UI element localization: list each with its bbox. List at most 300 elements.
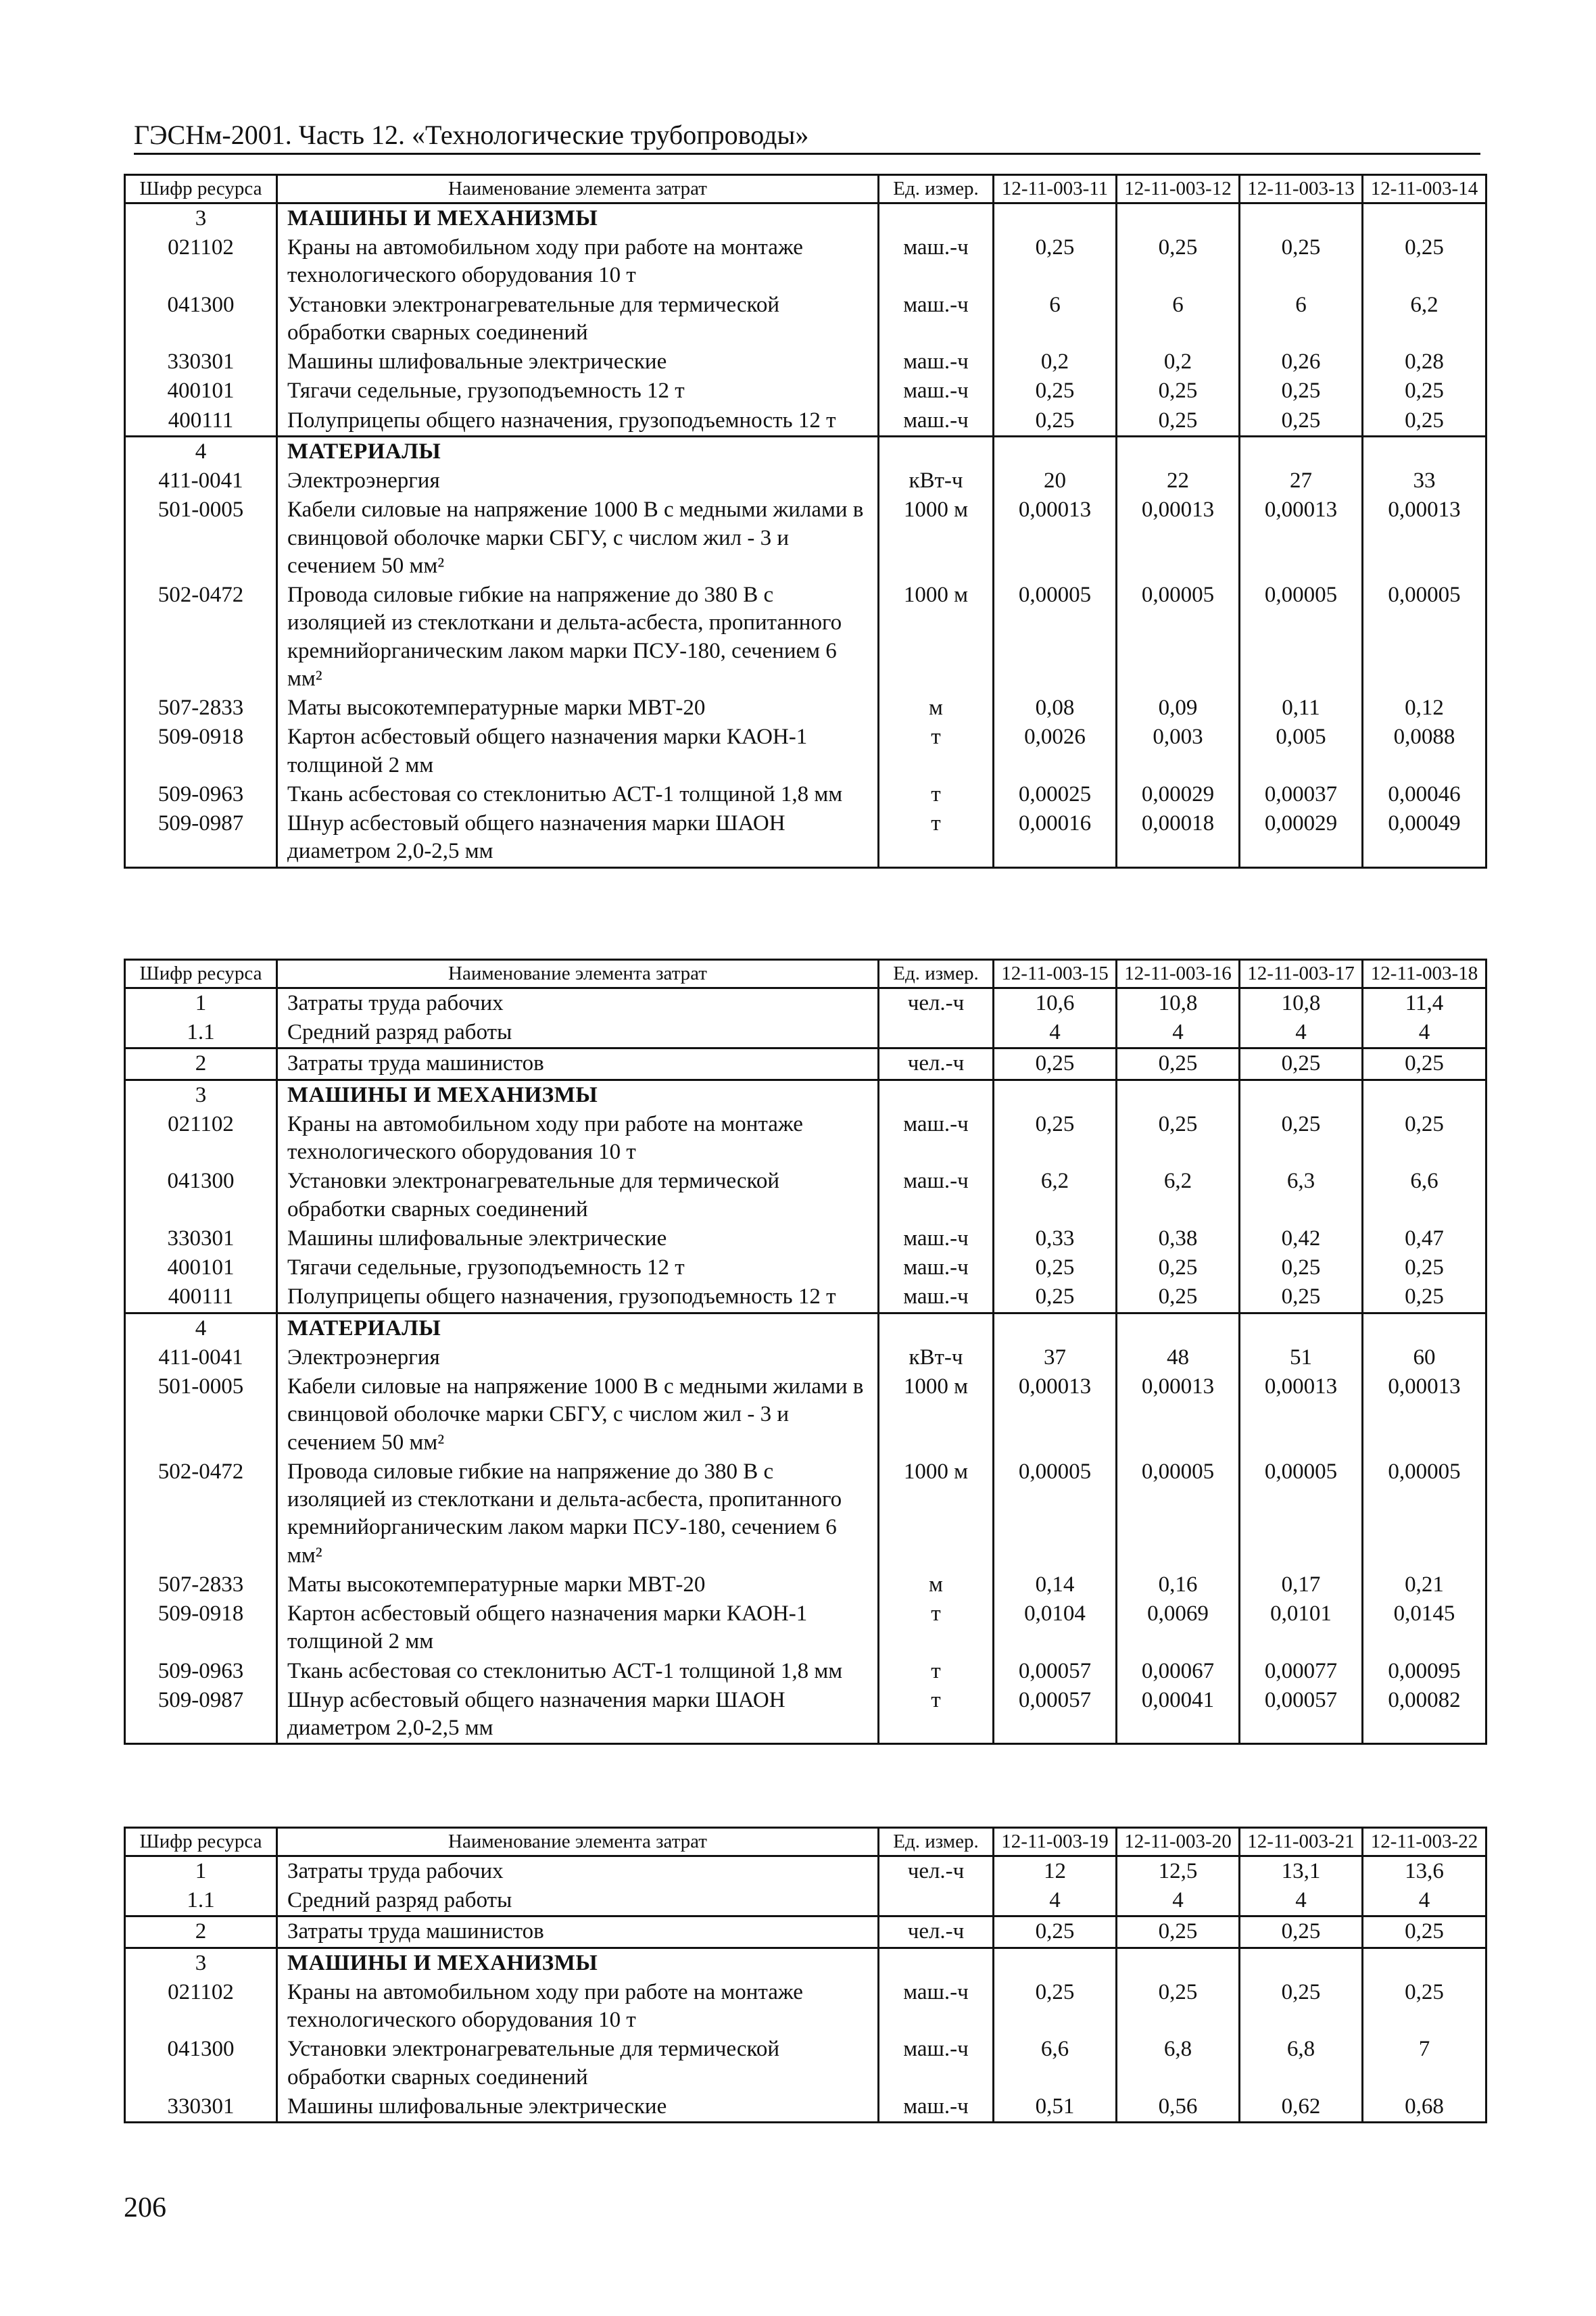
resource-name: Картон асбестовый общего назначения марки КАОН-1 толщиной 2 мм bbox=[277, 1599, 879, 1657]
column-header-norm: 12-11-003-21 bbox=[1240, 1828, 1363, 1856]
norm-value: 37 bbox=[994, 1343, 1117, 1372]
norm-value: 0,0088 bbox=[1363, 723, 1486, 780]
norm-value: 0,16 bbox=[1117, 1570, 1240, 1599]
unit: маш.-ч bbox=[879, 1978, 994, 2035]
norm-value: 0,2 bbox=[994, 347, 1117, 377]
norm-value bbox=[1240, 1948, 1363, 1978]
column-header-norm: 12-11-003-14 bbox=[1363, 175, 1486, 203]
norm-value: 0,00037 bbox=[1240, 780, 1363, 809]
resource-name: Машины шлифовальные электрические bbox=[277, 2092, 879, 2123]
unit: маш.-ч bbox=[879, 1282, 994, 1313]
norm-value: 0,25 bbox=[1363, 1048, 1486, 1080]
unit bbox=[879, 1018, 994, 1048]
section-title: МАТЕРИАЛЫ bbox=[277, 1313, 879, 1343]
table-row bbox=[125, 1343, 1486, 1372]
section-title: МАШИНЫ И МЕХАНИЗМЫ bbox=[277, 1948, 879, 1978]
section-row bbox=[125, 1313, 1486, 1343]
norm-value: 0,62 bbox=[1240, 2092, 1363, 2123]
norm-value: 0,21 bbox=[1363, 1570, 1486, 1599]
unit: маш.-ч bbox=[879, 291, 994, 348]
norm-value: 4 bbox=[1117, 1886, 1240, 1916]
norm-value: 10,8 bbox=[1240, 988, 1363, 1018]
norm-value: 6,2 bbox=[1363, 291, 1486, 348]
norm-value bbox=[1240, 436, 1363, 466]
column-header-code: Шифр ресурса bbox=[125, 960, 277, 988]
norm-value: 0,00029 bbox=[1117, 780, 1240, 809]
unit: чел.-ч bbox=[879, 1856, 994, 1886]
norm-value: 0,25 bbox=[994, 1916, 1117, 1948]
norm-value: 0,25 bbox=[994, 1978, 1117, 2035]
norm-value: 0,00082 bbox=[1363, 1686, 1486, 1744]
norm-value: 0,25 bbox=[1240, 1978, 1363, 2035]
resource-code: 1.1 bbox=[125, 1018, 277, 1048]
unit: 1000 м bbox=[879, 581, 994, 694]
resource-name: Ткань асбестовая со стеклонитью АСТ-1 толщиной 1,8 мм bbox=[277, 1657, 879, 1686]
resource-code: 509-0987 bbox=[125, 1686, 277, 1744]
resource-code: 2 bbox=[125, 1916, 277, 1948]
norm-value: 4 bbox=[1240, 1886, 1363, 1916]
column-header-code: Шифр ресурса bbox=[125, 1828, 277, 1856]
resource-name: Тягачи седельные, грузоподъемность 12 т bbox=[277, 377, 879, 406]
resource-code: 021102 bbox=[125, 1978, 277, 2035]
resource-code: 501-0005 bbox=[125, 496, 277, 581]
norm-value bbox=[1240, 203, 1363, 233]
resource-code: 502-0472 bbox=[125, 581, 277, 694]
unit: кВт-ч bbox=[879, 1343, 994, 1372]
table-row bbox=[125, 1018, 1486, 1048]
norm-value: 0,00005 bbox=[1117, 581, 1240, 694]
norm-value: 0,42 bbox=[1240, 1224, 1363, 1253]
norm-value: 0,25 bbox=[1363, 1978, 1486, 2035]
section-row bbox=[125, 1948, 1486, 1978]
resource-code: 411-0041 bbox=[125, 466, 277, 496]
unit: т bbox=[879, 809, 994, 867]
table-row bbox=[125, 377, 1486, 406]
norm-value: 0,00057 bbox=[994, 1657, 1117, 1686]
table-row bbox=[125, 988, 1486, 1018]
norm-value: 0,00057 bbox=[994, 1686, 1117, 1744]
norm-value: 0,00046 bbox=[1363, 780, 1486, 809]
unit: маш.-ч bbox=[879, 2092, 994, 2123]
unit bbox=[879, 1313, 994, 1343]
norm-value: 4 bbox=[1363, 1018, 1486, 1048]
norm-value bbox=[1363, 1313, 1486, 1343]
resource-code: 509-0963 bbox=[125, 780, 277, 809]
norm-value bbox=[994, 203, 1117, 233]
norm-value bbox=[1117, 1313, 1240, 1343]
unit: т bbox=[879, 1599, 994, 1657]
norm-value: 0,12 bbox=[1363, 694, 1486, 723]
norm-value: 10,8 bbox=[1117, 988, 1240, 1018]
unit: маш.-ч bbox=[879, 1167, 994, 1224]
unit: м bbox=[879, 1570, 994, 1599]
norm-value: 0,25 bbox=[994, 233, 1117, 291]
resource-name: Затраты труда рабочих bbox=[277, 988, 879, 1018]
norm-value: 6,6 bbox=[994, 2035, 1117, 2092]
resource-name: Полуприцепы общего назначения, грузоподъемность 12 т bbox=[277, 406, 879, 437]
column-header-norm: 12-11-003-16 bbox=[1117, 960, 1240, 988]
norm-value: 0,08 bbox=[994, 694, 1117, 723]
norm-value: 12 bbox=[994, 1856, 1117, 1886]
table-row bbox=[125, 1657, 1486, 1686]
resource-code: 041300 bbox=[125, 1167, 277, 1224]
resource-name: Затраты труда машинистов bbox=[277, 1048, 879, 1080]
unit bbox=[879, 1948, 994, 1978]
section-row bbox=[125, 203, 1486, 233]
norm-value: 22 bbox=[1117, 466, 1240, 496]
column-header-unit: Ед. измер. bbox=[879, 1828, 994, 1856]
resource-name: Тягачи седельные, грузоподъемность 12 т bbox=[277, 1253, 879, 1282]
unit: м bbox=[879, 694, 994, 723]
unit: чел.-ч bbox=[879, 1916, 994, 1948]
norm-value: 0,00029 bbox=[1240, 809, 1363, 867]
norm-value: 0,25 bbox=[1117, 1978, 1240, 2035]
norm-value: 0,00005 bbox=[1240, 1457, 1363, 1570]
unit: маш.-ч bbox=[879, 1224, 994, 1253]
norm-value: 4 bbox=[994, 1018, 1117, 1048]
norm-value: 60 bbox=[1363, 1343, 1486, 1372]
resource-code: 509-0918 bbox=[125, 1599, 277, 1657]
norm-value: 27 bbox=[1240, 466, 1363, 496]
norm-value: 0,25 bbox=[994, 1110, 1117, 1167]
resource-code: 330301 bbox=[125, 2092, 277, 2123]
norm-value: 0,17 bbox=[1240, 1570, 1363, 1599]
resource-code: 507-2833 bbox=[125, 694, 277, 723]
norm-value: 12,5 bbox=[1117, 1856, 1240, 1886]
column-header-norm: 12-11-003-15 bbox=[994, 960, 1117, 988]
resource-code: 4 bbox=[125, 1313, 277, 1343]
unit: т bbox=[879, 1657, 994, 1686]
page-number: 206 bbox=[124, 2192, 166, 2223]
table-row bbox=[125, 233, 1486, 291]
column-header-norm: 12-11-003-12 bbox=[1117, 175, 1240, 203]
resource-name: Установки электронагревательные для термической обработки сварных соединений bbox=[277, 1167, 879, 1224]
norm-value: 0,00005 bbox=[1240, 581, 1363, 694]
column-header-unit: Ед. измер. bbox=[879, 960, 994, 988]
resource-code: 509-0987 bbox=[125, 809, 277, 867]
section-row bbox=[125, 1080, 1486, 1110]
resource-code: 2 bbox=[125, 1048, 277, 1080]
resource-name: Машины шлифовальные электрические bbox=[277, 1224, 879, 1253]
norm-value: 0,25 bbox=[994, 377, 1117, 406]
table-row bbox=[125, 1978, 1486, 2035]
norm-value bbox=[1117, 203, 1240, 233]
table-row bbox=[125, 406, 1486, 437]
column-header-norm: 12-11-003-22 bbox=[1363, 1828, 1486, 1856]
norm-value: 0,00041 bbox=[1117, 1686, 1240, 1744]
resource-name: Краны на автомобильном ходу при работе на монтаже технологического оборудования 10 т bbox=[277, 1110, 879, 1167]
column-header-norm: 12-11-003-18 bbox=[1363, 960, 1486, 988]
unit: т bbox=[879, 723, 994, 780]
unit: чел.-ч bbox=[879, 1048, 994, 1080]
norm-value bbox=[1240, 1080, 1363, 1110]
norm-value: 0,25 bbox=[1240, 1253, 1363, 1282]
resource-code: 041300 bbox=[125, 291, 277, 348]
page-header bbox=[134, 112, 1480, 155]
resource-name: Провода силовые гибкие на напряжение до 380 В с изоляцией из стеклоткани и дельта-асбеста, пропитанного кремнийорганическим лаком марки ПСУ-180, сечением 6 мм² bbox=[277, 581, 879, 694]
norm-value: 0,00018 bbox=[1117, 809, 1240, 867]
norm-value: 0,25 bbox=[1240, 1048, 1363, 1080]
norm-value: 20 bbox=[994, 466, 1117, 496]
column-header-unit: Ед. измер. bbox=[879, 175, 994, 203]
norm-value: 0,0069 bbox=[1117, 1599, 1240, 1657]
column-header-name: Наименование элемента затрат bbox=[277, 960, 879, 988]
unit: т bbox=[879, 780, 994, 809]
table-row bbox=[125, 496, 1486, 581]
unit: маш.-ч bbox=[879, 233, 994, 291]
table-row bbox=[125, 1686, 1486, 1744]
norm-value: 0,25 bbox=[1117, 1916, 1240, 1948]
resource-code: 507-2833 bbox=[125, 1570, 277, 1599]
norm-value: 0,25 bbox=[1240, 1916, 1363, 1948]
unit: маш.-ч bbox=[879, 1110, 994, 1167]
norm-value: 6 bbox=[1117, 291, 1240, 348]
unit bbox=[879, 1886, 994, 1916]
column-header-name: Наименование элемента затрат bbox=[277, 175, 879, 203]
column-header-norm: 12-11-003-11 bbox=[994, 175, 1117, 203]
norm-value: 0,00013 bbox=[1117, 496, 1240, 581]
norm-value: 0,0145 bbox=[1363, 1599, 1486, 1657]
table-row bbox=[125, 723, 1486, 780]
norm-value: 0,00013 bbox=[1363, 1372, 1486, 1457]
norm-value bbox=[1117, 436, 1240, 466]
resource-name: Ткань асбестовая со стеклонитью АСТ-1 толщиной 1,8 мм bbox=[277, 780, 879, 809]
norm-value: 0,00025 bbox=[994, 780, 1117, 809]
norm-value: 0,00057 bbox=[1240, 1686, 1363, 1744]
section-title: МАШИНЫ И МЕХАНИЗМЫ bbox=[277, 203, 879, 233]
unit: маш.-ч bbox=[879, 1253, 994, 1282]
norm-value: 11,4 bbox=[1363, 988, 1486, 1018]
section-title: МАТЕРИАЛЫ bbox=[277, 436, 879, 466]
column-header-code: Шифр ресурса bbox=[125, 175, 277, 203]
resource-name: Полуприцепы общего назначения, грузоподъемность 12 т bbox=[277, 1282, 879, 1313]
resource-name: Средний разряд работы bbox=[277, 1886, 879, 1916]
column-header-norm: 12-11-003-20 bbox=[1117, 1828, 1240, 1856]
norm-value bbox=[994, 1080, 1117, 1110]
table-row bbox=[125, 1224, 1486, 1253]
unit: маш.-ч bbox=[879, 347, 994, 377]
resource-table-3 bbox=[124, 1827, 1487, 2123]
resource-name: Затраты труда рабочих bbox=[277, 1856, 879, 1886]
norm-value: 0,25 bbox=[1240, 377, 1363, 406]
resource-name: Шнур асбестовый общего назначения марки ШАОН диаметром 2,0-2,5 мм bbox=[277, 1686, 879, 1744]
norm-value: 6 bbox=[1240, 291, 1363, 348]
resource-name: Машины шлифовальные электрические bbox=[277, 347, 879, 377]
resource-name: Установки электронагревательные для термической обработки сварных соединений bbox=[277, 291, 879, 348]
table-header-row bbox=[125, 175, 1486, 203]
unit: чел.-ч bbox=[879, 988, 994, 1018]
unit: 1000 м bbox=[879, 1372, 994, 1457]
section-row bbox=[125, 436, 1486, 466]
norm-value: 0,00013 bbox=[1240, 496, 1363, 581]
norm-value: 0,00013 bbox=[1363, 496, 1486, 581]
norm-value: 0,0101 bbox=[1240, 1599, 1363, 1657]
norm-value: 0,38 bbox=[1117, 1224, 1240, 1253]
resource-code: 502-0472 bbox=[125, 1457, 277, 1570]
norm-value: 0,47 bbox=[1363, 1224, 1486, 1253]
resource-code: 1.1 bbox=[125, 1886, 277, 1916]
resource-code: 400101 bbox=[125, 1253, 277, 1282]
resource-name: Провода силовые гибкие на напряжение до 380 В с изоляцией из стеклоткани и дельта-асбеста, пропитанного кремнийорганическим лаком марки ПСУ-180, сечением 6 мм² bbox=[277, 1457, 879, 1570]
norm-value bbox=[1363, 1080, 1486, 1110]
unit bbox=[879, 436, 994, 466]
norm-value: 0,68 bbox=[1363, 2092, 1486, 2123]
norm-value: 0,25 bbox=[1363, 233, 1486, 291]
table-row bbox=[125, 780, 1486, 809]
table-row bbox=[125, 1048, 1486, 1080]
norm-value: 0,25 bbox=[1117, 1048, 1240, 1080]
resource-name: Краны на автомобильном ходу при работе на монтаже технологического оборудования 10 т bbox=[277, 1978, 879, 2035]
norm-value: 0,00005 bbox=[1363, 1457, 1486, 1570]
resource-name: Электроэнергия bbox=[277, 1343, 879, 1372]
norm-value: 0,00013 bbox=[1240, 1372, 1363, 1457]
norm-value: 6,8 bbox=[1117, 2035, 1240, 2092]
resource-name: Маты высокотемпературные марки МВТ-20 bbox=[277, 694, 879, 723]
norm-value: 0,25 bbox=[1117, 377, 1240, 406]
unit: маш.-ч bbox=[879, 406, 994, 437]
resource-name: Кабели силовые на напряжение 1000 В с медными жилами в свинцовой оболочке марки СБГУ, с числом жил - 3 и сечением 50 мм² bbox=[277, 496, 879, 581]
norm-value: 0,005 bbox=[1240, 723, 1363, 780]
norm-value: 0,25 bbox=[1363, 406, 1486, 437]
table-row bbox=[125, 694, 1486, 723]
norm-value bbox=[1240, 1313, 1363, 1343]
table-header-row bbox=[125, 960, 1486, 988]
resource-code: 1 bbox=[125, 1856, 277, 1886]
norm-value bbox=[994, 1948, 1117, 1978]
resource-name: Средний разряд работы bbox=[277, 1018, 879, 1048]
norm-value: 0,25 bbox=[1117, 1253, 1240, 1282]
table-row bbox=[125, 2092, 1486, 2123]
resource-table-2 bbox=[124, 959, 1487, 1745]
column-header-norm: 12-11-003-13 bbox=[1240, 175, 1363, 203]
norm-value: 6,6 bbox=[1363, 1167, 1486, 1224]
table-row bbox=[125, 1167, 1486, 1224]
norm-value: 0,0026 bbox=[994, 723, 1117, 780]
table-row bbox=[125, 1856, 1486, 1886]
norm-value: 0,25 bbox=[1117, 1282, 1240, 1313]
norm-value: 0,00005 bbox=[994, 1457, 1117, 1570]
resource-code: 021102 bbox=[125, 233, 277, 291]
norm-value: 0,00005 bbox=[994, 581, 1117, 694]
norm-value bbox=[1117, 1948, 1240, 1978]
norm-value: 6,2 bbox=[994, 1167, 1117, 1224]
norm-value: 0,00013 bbox=[1117, 1372, 1240, 1457]
resource-code: 021102 bbox=[125, 1110, 277, 1167]
unit: 1000 м bbox=[879, 496, 994, 581]
resource-code: 501-0005 bbox=[125, 1372, 277, 1457]
norm-value: 0,25 bbox=[994, 1048, 1117, 1080]
resource-name: Картон асбестовый общего назначения марки КАОН-1 толщиной 2 мм bbox=[277, 723, 879, 780]
resource-code: 400101 bbox=[125, 377, 277, 406]
norm-value: 0,09 bbox=[1117, 694, 1240, 723]
norm-value: 0,2 bbox=[1117, 347, 1240, 377]
page-title: ГЭСНм-2001. Часть 12. «Технологические трубопроводы» bbox=[134, 120, 809, 150]
norm-value bbox=[1117, 1080, 1240, 1110]
norm-value: 7 bbox=[1363, 2035, 1486, 2092]
norm-value: 0,25 bbox=[1240, 1110, 1363, 1167]
resource-code: 400111 bbox=[125, 406, 277, 437]
table-row bbox=[125, 1282, 1486, 1313]
column-header-norm: 12-11-003-17 bbox=[1240, 960, 1363, 988]
norm-value: 0,00016 bbox=[994, 809, 1117, 867]
resource-code: 509-0918 bbox=[125, 723, 277, 780]
norm-value: 0,00095 bbox=[1363, 1657, 1486, 1686]
table-row bbox=[125, 1457, 1486, 1570]
resource-name: Электроэнергия bbox=[277, 466, 879, 496]
table-row bbox=[125, 1372, 1486, 1457]
norm-value: 6,3 bbox=[1240, 1167, 1363, 1224]
norm-value: 0,00049 bbox=[1363, 809, 1486, 867]
resource-code: 330301 bbox=[125, 1224, 277, 1253]
norm-value: 0,00005 bbox=[1363, 581, 1486, 694]
norm-value: 0,51 bbox=[994, 2092, 1117, 2123]
norm-value: 0,33 bbox=[994, 1224, 1117, 1253]
table-row bbox=[125, 1886, 1486, 1916]
resource-code: 1 bbox=[125, 988, 277, 1018]
norm-value: 0,25 bbox=[1117, 233, 1240, 291]
table-row bbox=[125, 466, 1486, 496]
table-row bbox=[125, 347, 1486, 377]
resource-code: 3 bbox=[125, 203, 277, 233]
norm-value: 0,25 bbox=[994, 1282, 1117, 1313]
norm-value: 13,6 bbox=[1363, 1856, 1486, 1886]
norm-value: 0,25 bbox=[1363, 1110, 1486, 1167]
norm-value: 0,25 bbox=[1117, 1110, 1240, 1167]
norm-value: 0,25 bbox=[994, 406, 1117, 437]
resource-code: 400111 bbox=[125, 1282, 277, 1313]
table-header-row bbox=[125, 1828, 1486, 1856]
unit: 1000 м bbox=[879, 1457, 994, 1570]
norm-value: 0,28 bbox=[1363, 347, 1486, 377]
unit bbox=[879, 203, 994, 233]
norm-value: 6 bbox=[994, 291, 1117, 348]
norm-value: 0,25 bbox=[1363, 1253, 1486, 1282]
norm-value: 0,003 bbox=[1117, 723, 1240, 780]
unit: кВт-ч bbox=[879, 466, 994, 496]
unit: маш.-ч bbox=[879, 2035, 994, 2092]
unit: т bbox=[879, 1686, 994, 1744]
resource-code: 411-0041 bbox=[125, 1343, 277, 1372]
norm-value: 0,14 bbox=[994, 1570, 1117, 1599]
resource-name: Кабели силовые на напряжение 1000 В с медными жилами в свинцовой оболочке марки СБГУ, с числом жил - 3 и сечением 50 мм² bbox=[277, 1372, 879, 1457]
resource-name: Установки электронагревательные для термической обработки сварных соединений bbox=[277, 2035, 879, 2092]
section-title: МАШИНЫ И МЕХАНИЗМЫ bbox=[277, 1080, 879, 1110]
norm-value: 0,00013 bbox=[994, 496, 1117, 581]
norm-value: 0,00067 bbox=[1117, 1657, 1240, 1686]
norm-value: 51 bbox=[1240, 1343, 1363, 1372]
norm-value: 0,25 bbox=[1240, 406, 1363, 437]
column-header-norm: 12-11-003-19 bbox=[994, 1828, 1117, 1856]
norm-value bbox=[1363, 436, 1486, 466]
unit: маш.-ч bbox=[879, 377, 994, 406]
norm-value: 0,25 bbox=[994, 1253, 1117, 1282]
table-row bbox=[125, 1916, 1486, 1948]
resource-name: Краны на автомобильном ходу при работе на монтаже технологического оборудования 10 т bbox=[277, 233, 879, 291]
resource-name: Шнур асбестовый общего назначения марки ШАОН диаметром 2,0-2,5 мм bbox=[277, 809, 879, 867]
table-row bbox=[125, 1599, 1486, 1657]
norm-value: 0,56 bbox=[1117, 2092, 1240, 2123]
resource-name: Затраты труда машинистов bbox=[277, 1916, 879, 1948]
norm-value: 0,00013 bbox=[994, 1372, 1117, 1457]
resource-name: Маты высокотемпературные марки МВТ-20 bbox=[277, 1570, 879, 1599]
norm-value: 33 bbox=[1363, 466, 1486, 496]
table-row bbox=[125, 809, 1486, 867]
table-row bbox=[125, 1253, 1486, 1282]
table-row bbox=[125, 1570, 1486, 1599]
norm-value: 6,8 bbox=[1240, 2035, 1363, 2092]
norm-value: 0,26 bbox=[1240, 347, 1363, 377]
norm-value: 0,00077 bbox=[1240, 1657, 1363, 1686]
